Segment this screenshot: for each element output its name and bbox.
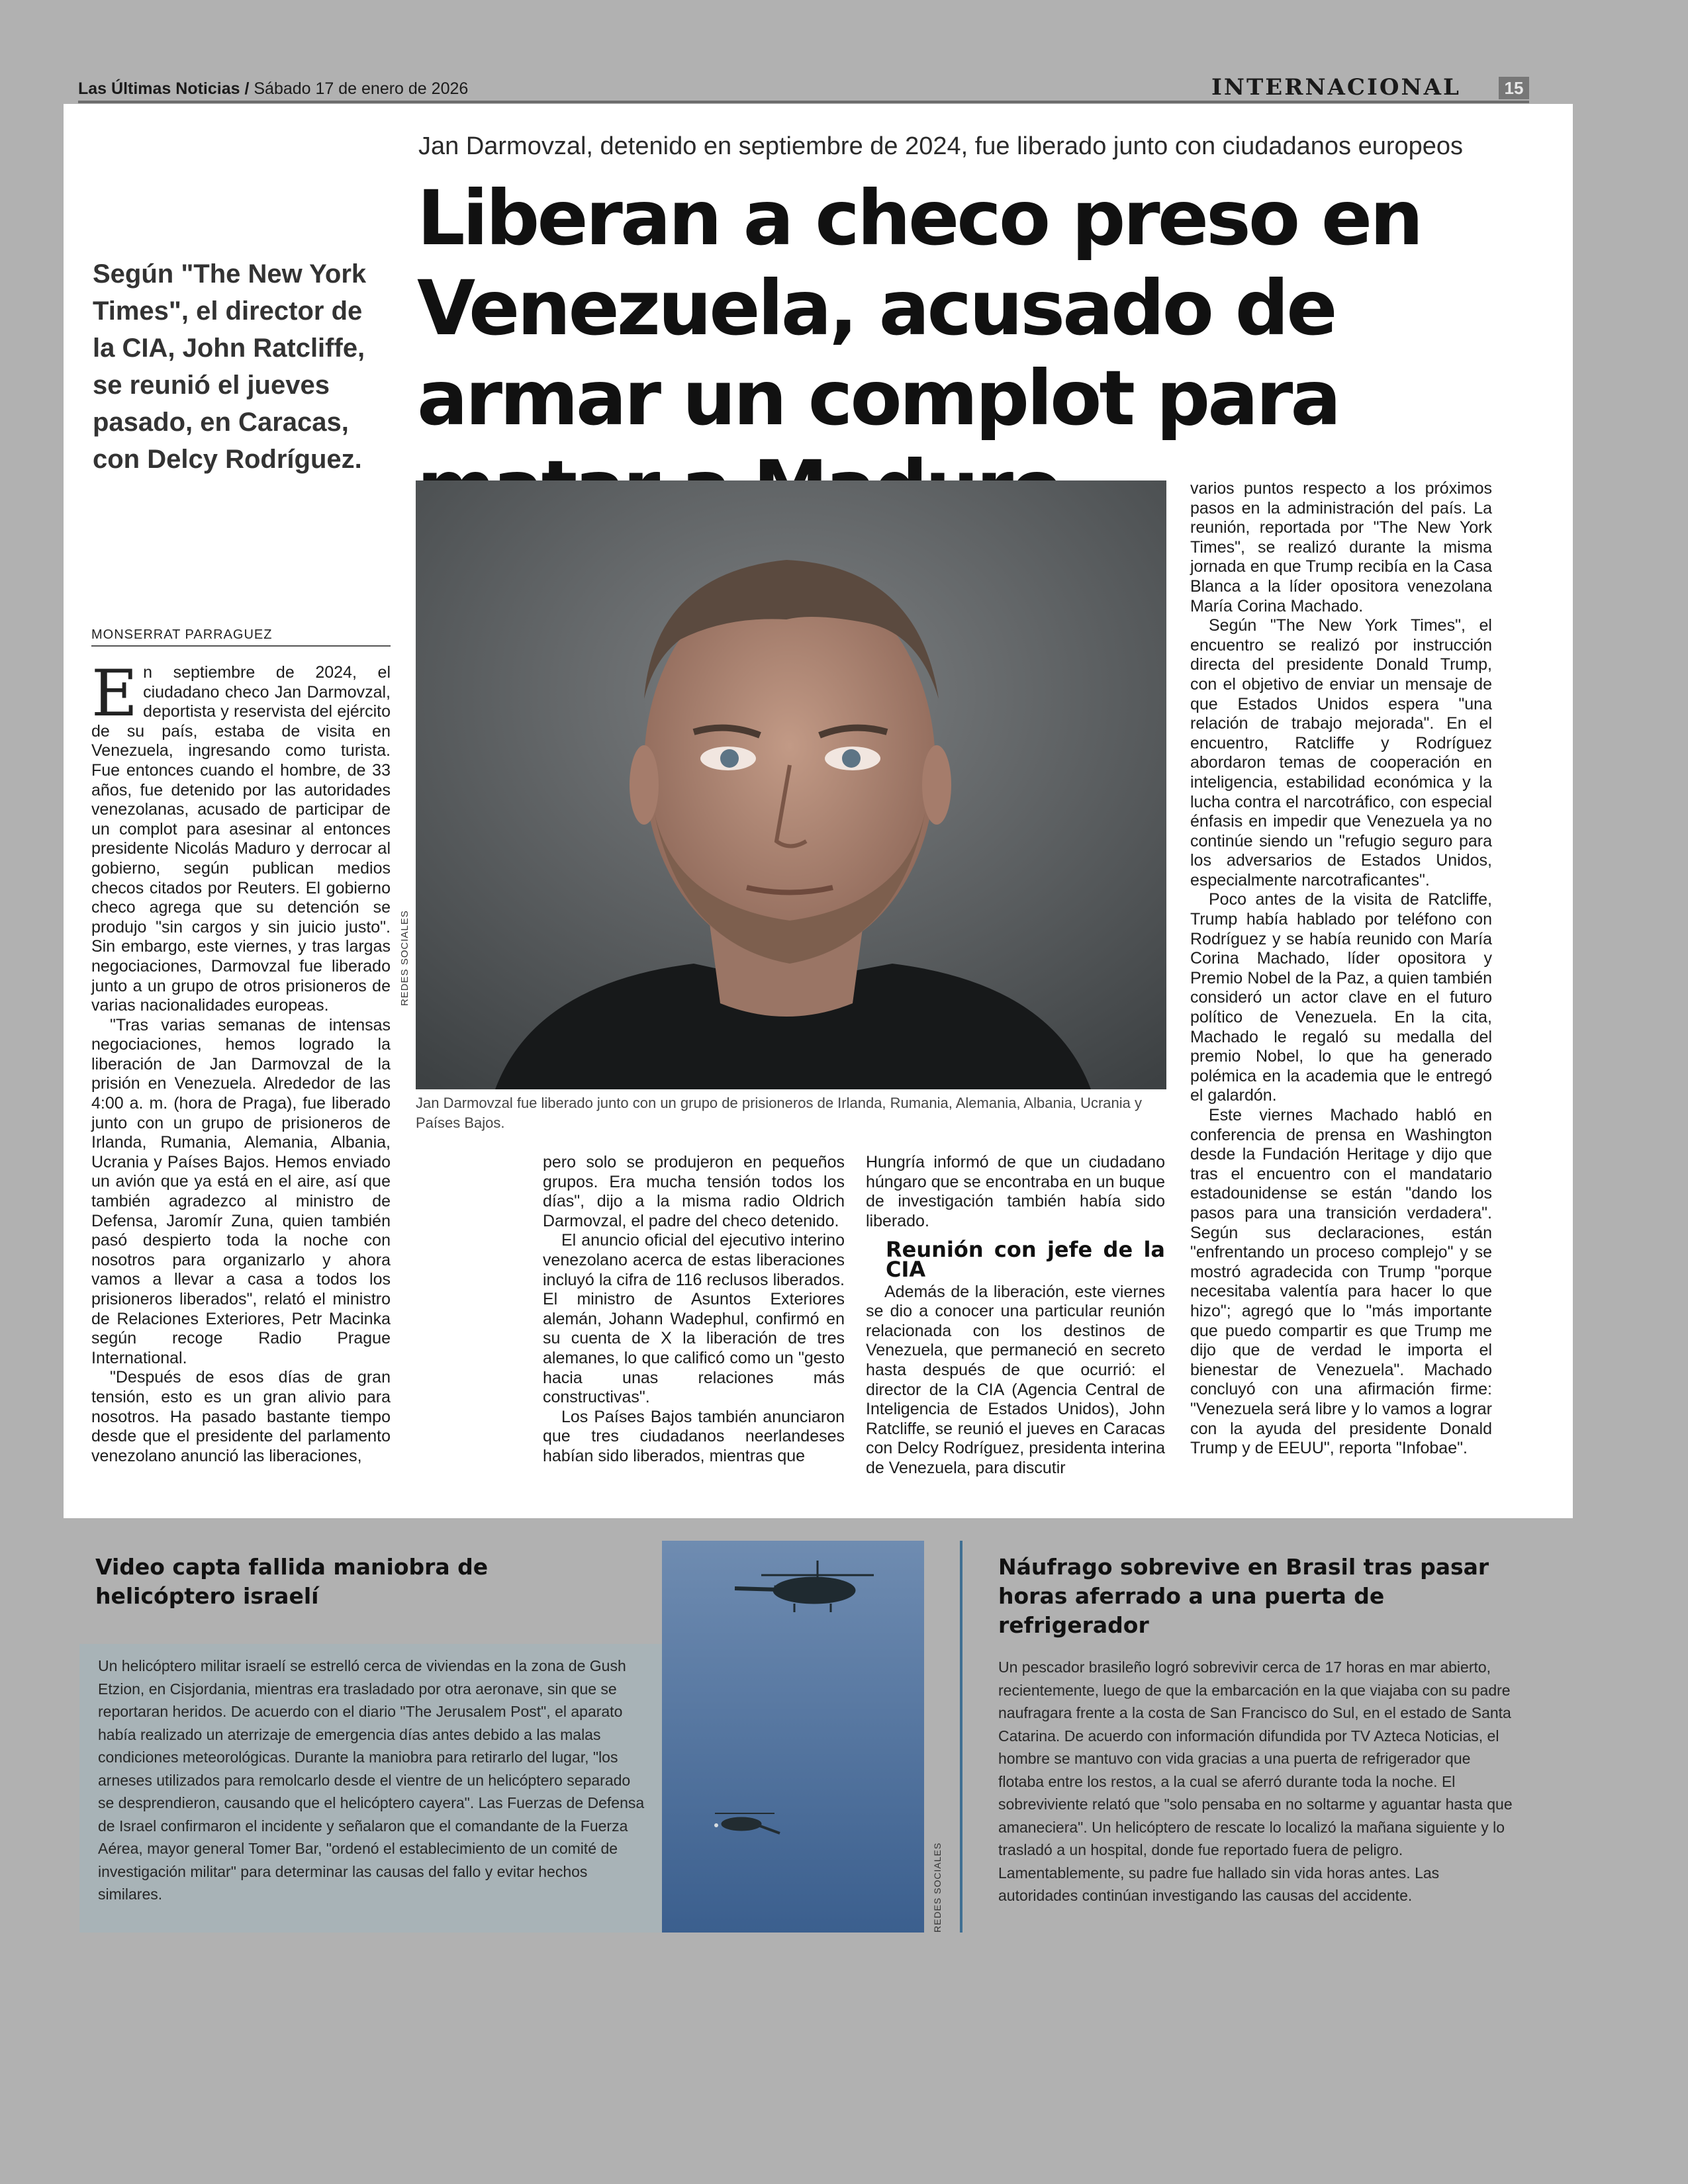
story-right-body: Un pescador brasileño logró sobrevivir cerca de 17 horas en mar abierto, recientemente, luego de que la embarcación en la que viajaba con su padre naufragara frente a la costa de San Francisco do Sul, en el estado de Santa Catarina. De acuerdo con información difundida por TV Azteca Noticias, el hombre se mantuvo con vida gracias a una puerta de refrigerador que flotaba entre los restos, a la cual se aferró durante toda la noche. El sobreviviente relató que "solo pensaba en no soltarme y aguantar hasta que amaneciera". Un helicóptero de rescate lo localizó la mañana siguiente y lo trasladó a un hospital, donde fue reportado fuera de peligro. Lamentablemente, su padre fue hallado sin vida horas antes. Las autoridades continúan investigando las causas del accidente. [998, 1659, 1513, 1904]
paragraph: pero solo se produjeron en pequeños grupos. Era mucha tensión todos los días", dijo a la misma radio Oldrich Darmovzal, el padre del checo detenido. [543, 1153, 845, 1230]
story-divider [960, 1541, 962, 1933]
article-column-3 [866, 1153, 1165, 1479]
article-headline: Liberan a checo preso en Venezuela, acusado de armar un complot para [417, 174, 1421, 442]
paragraph: El anuncio oficial del ejecutivo interino venezolano acerca de estas liberaciones incluyó la cifra de 116 reclusos liberados. El ministro de Asuntos Exteriores alemán, Johann Wadephul, confirmó en su cuenta de X la liberación de tres alemanes, lo que calificó como un "gesto hacia unas relaciones más constructivas". [543, 1231, 845, 1407]
paragraph: Este viernes Machado habló en conferencia de prensa en Washington desde la Fundación Heritage y dijo que tras el encuentro con el mandatario estadounidense se están "dando los pasos para una transición verdadera". Según sus declaraciones, están "enfrentando un proceso complejo" y se mostró agradecida con Trump "porque necesitaba valentía para hacer lo que hizo"; agregó que lo "más importante que puedo compartir es que Trump me dijo que de verdad le importa el bienestar de Venezuela". Machado concluyó con una afirmación firme: "Venezuela será libre y lo vamos a lograr con la ayuda del presidente Donald Trump y de EEUU", reporta "Infobae". [1190, 1106, 1492, 1458]
photo-caption: Jan Darmovzal fue liberado junto con un grupo de prisioneros de Irlanda, Rumania, Alemania, Albania, Ucrania y Países Bajos. [416, 1095, 1142, 1131]
page-header-publication: Las Últimas Noticias / Sábado 17 de enero de 2026 [78, 79, 469, 98]
publication-date: Sábado 17 de enero de 2026 [254, 79, 469, 98]
helicopter-sky-image [662, 1541, 924, 1933]
story-left-body: Un helicóptero militar israelí se estrelló cerca de viviendas en la zona de Gush Etzion, en Cisjordania, mientras era trasladado por otra aeronave, sin que se reportaran heridos. De acuerdo con el diario "The Jerusalem Post", el aparato había realizado un aterrizaje de emergencia días antes debido a las malas condiciones meteorológicas. Durante la maniobra para retirarlo del lugar, "los arneses utilizados para remolcarlo desde el vientre de un helicóptero separado se desprendieron, causando que el helicóptero cayera". Las Fuerzas de Defensa de Israel confirmaron el incidente y señalaron que el comandante de la Fuerza Aérea, mayor general Tomer Bar, "ordenó el establecimiento de un comité de investigación militar" para determinar las causas del fallo y evitar hechos similares. [98, 1657, 645, 1903]
paragraph: Los Países Bajos también anunciaron que tres ciudadanos neerlandeses habían sido liberados, mientras que [543, 1407, 845, 1465]
byline: MONSERRAT PARRAGUEZ [91, 627, 391, 647]
drop-cap: E [91, 657, 138, 731]
article-subhead: Reunión con jefe de la CIA [886, 1237, 1165, 1282]
photo-credit: REDES SOCIALES [932, 1842, 943, 1933]
story-right-title: Náufrago sobrevive en Brasil tras pasar horas aferrado a una puerta de refrigerador [998, 1554, 1489, 1638]
paragraph: varios puntos respecto a los próximos pasos en la administración del país. La reunión, reportada por "The New York Times", se realizó durante la misma jornada en que Trump recibía en la Casa Blanca a la líder opositora venezolana María Corina Machado. [1190, 479, 1492, 615]
article-column-4 [1190, 479, 1492, 1459]
article-kicker: Jan Darmovzal, detenido en septiembre de 2024, fue liberado junto con ciudadanos europeos [418, 132, 1464, 160]
portrait-man-photo [416, 480, 1166, 1089]
header-rule [78, 101, 1529, 103]
section-name: INTERNACIONAL [1211, 74, 1461, 101]
helicopter-photo [662, 1541, 924, 1933]
paragraph: "Después de esos días de gran tensión, esto es un gran alivio para nosotros. Ha pasado bastante tiempo desde que el presidente del parlamento venezolano anunció las liberaciones, [91, 1368, 391, 1465]
photo-credit: REDES SOCIALES [399, 910, 410, 1006]
story-left-title: Video capta fallida maniobra de helicóptero israelí [95, 1554, 489, 1609]
paragraph: n septiembre de 2024, el ciudadano checo Jan Darmovzal, deportista y reservista del ejército de su país, estaba de visita en Venezuela, ingresando como turista. Fue entonces cuando el hombre, de 33 años, fue detenido por las autoridades venezolanas, acusado de participar de un complot para asesinar al entonces presidente Nicolás Maduro y derrocar al gobierno, según publican medios checos citados por Reuters. El gobierno checo agrega que su detención se produjo "sin cargos y sin juicio justo". Sin embargo, este viernes, y tras largas negociaciones, Darmovzal fue liberado junto a un grupo de otros prisioneros de varias nacionalidades europeas. [91, 663, 391, 1015]
paragraph: Además de la liberación, este viernes se dio a conocer una particular reunión relacionada con los destinos de Venezuela, que permaneció en secreto hasta después de que ocurrió: el director de la CIA (Agencia Central de Inteligencia de Estados Unidos), John Ratcliffe, se reunió el jueves en Caracas con Delcy Rodríguez, presidenta interina de Venezuela, para discutir [866, 1282, 1165, 1477]
article-column-2 [543, 1153, 845, 1467]
publication-name: Las Últimas Noticias [78, 79, 240, 98]
paragraph: Hungría informó de que un ciudadano húngaro que se encontraba en un buque de investigación también había sido liberado. [866, 1153, 1165, 1230]
paragraph: Poco antes de la visita de Ratcliffe, Trump había hablado por teléfono con Rodríguez y se había reunido con María Corina Machado, líder opositora y Premio Nobel de la Paz, a quien también consideró un actor clave en el futuro político de Venezuela. En la cita, Machado le regaló su medalla del premio Nobel, lo que ha generado polémica en la academia que le entregó el galardón. [1190, 890, 1492, 1105]
paragraph: "Tras varias semanas de intensas negociaciones, hemos logrado la liberación de Jan Darmovzal de la prisión en Venezuela. Alrededor de las 4:00 a. m. (hora de Praga), fue liberado junto con un grupo de prisioneros de Irlanda, Rumania, Alemania, Albania, Ucrania y Países Bajos. Hemos enviado un avión que ya está en el aire, así que también agradezco al ministro de Defensa, Jaromír Zuna, quien también pasó despierto toda la noche con nosotros para organizarlo y ahora vamos a llevar a casa a todos los prisioneros liberados", relató el ministro de Relaciones Exteriores, Petr Macinka según recoge Radio Prague International. [91, 1015, 391, 1367]
paragraph: Según "The New York Times", el encuentro se realizó por instrucción directa del presidente Donald Trump, con el objetivo de enviar un mensaje de que Estados Unidos espera "una relación de trabajo mejorada". En el encuentro, Ratcliffe y Rodríguez abordaron temas de cooperación en inteligencia, estabilidad económica y la lucha contra el narcotráfico, con especial énfasis en impedir que Venezuela ya no continúe siendo un "refugio seguro para los adversarios de Estados Unidos, especialmente narcotraficantes". [1190, 616, 1492, 889]
page-number: 15 [1499, 77, 1529, 99]
pull-quote: Según "The New York Times", el director de la CIA, John Ratcliffe, se reunió el jueves pasado, en Caracas, con Delcy Rodríguez. [93, 259, 367, 474]
article-photo [416, 480, 1166, 1089]
article-column-1 [91, 657, 391, 1466]
